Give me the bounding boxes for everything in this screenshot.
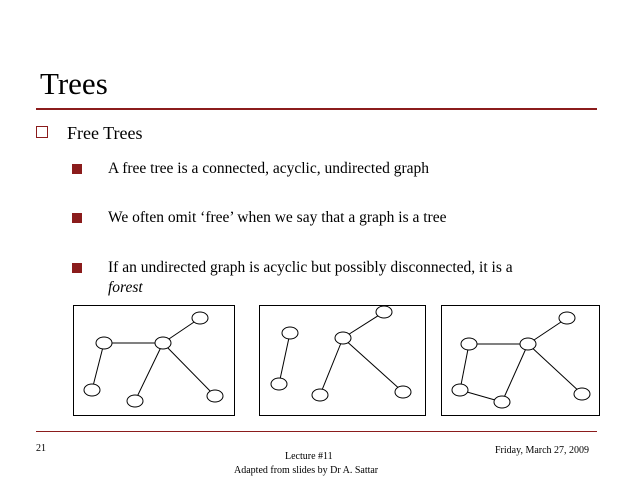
graph-node	[574, 388, 590, 400]
hollow-square-bullet-icon	[36, 126, 48, 138]
graph-edge	[135, 343, 163, 401]
graph-node	[452, 384, 468, 396]
footer-date: Friday, March 27, 2009	[495, 445, 590, 456]
filled-square-bullet-icon	[72, 213, 82, 223]
sub-bullet-text: We often omit ‘free’ when we say that a graph is a tree	[108, 209, 447, 226]
filled-square-bullet-icon	[72, 164, 82, 174]
footer-credit: Adapted from slides by Dr A. Sattar	[234, 465, 379, 476]
cyclic-graph-diagram	[441, 305, 600, 416]
graph-node	[312, 389, 328, 401]
sub-bullet-text-main: If an undirected graph is acyclic but possibly disconnected, it is a	[108, 259, 513, 276]
page-number: 21	[36, 443, 46, 454]
graph-node	[520, 338, 536, 350]
title-divider	[36, 108, 597, 110]
graph-node	[461, 338, 477, 350]
graph-node	[395, 386, 411, 398]
forest-graph	[260, 306, 425, 415]
sub-bullet-text	[108, 258, 578, 298]
graph-edge	[343, 338, 403, 392]
graph-node	[127, 395, 143, 407]
graph-node	[559, 312, 575, 324]
filled-square-bullet-icon	[72, 263, 82, 273]
slide-title: Trees	[40, 66, 108, 101]
sub-bullet-text: A free tree is a connected, acyclic, undirected graph	[108, 160, 430, 177]
graph-node	[376, 306, 392, 318]
graph-node	[271, 378, 287, 390]
graph-edge	[92, 343, 104, 390]
graph-node	[335, 332, 351, 344]
forest-diagram	[259, 305, 426, 416]
graph-edge	[320, 338, 343, 395]
graph-node	[84, 384, 100, 396]
graph-edge	[528, 344, 582, 394]
footer-divider	[36, 431, 597, 432]
graph-edge	[460, 344, 469, 390]
graph-node	[207, 390, 223, 402]
graph-node	[192, 312, 208, 324]
graph-node	[155, 337, 171, 349]
graph-node	[96, 337, 112, 349]
forest-word: forest	[108, 279, 143, 296]
graph-node	[494, 396, 510, 408]
free-tree-graph	[74, 306, 234, 415]
graph-edge	[163, 343, 215, 396]
graph-edge	[502, 344, 528, 402]
graph-node	[282, 327, 298, 339]
cyclic-graph	[442, 306, 599, 415]
free-tree-diagram	[73, 305, 235, 416]
graph-edge	[279, 333, 290, 384]
bullet-free-trees: Free Trees	[67, 123, 143, 143]
footer-lecture: Lecture #11	[285, 451, 333, 462]
